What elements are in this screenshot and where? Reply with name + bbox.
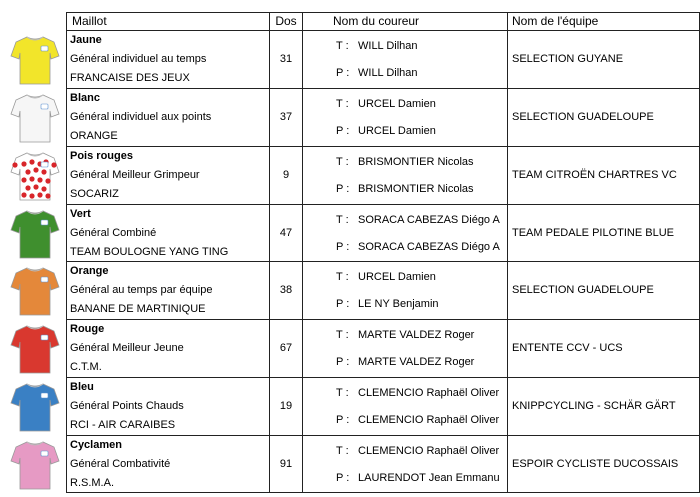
polka-dot-jersey-icon — [10, 150, 60, 207]
team-name: ESPOIR CYCLISTE DUCOSSAIS — [512, 458, 679, 470]
wearer-label: P : — [336, 241, 350, 253]
team-name: KNIPPCYCLING - SCHÄR GÄRT — [512, 400, 676, 412]
team-name: TEAM PEDALE PILOTINE BLUE — [512, 227, 674, 239]
sponsor-name: FRANCAISE DES JEUX — [70, 72, 190, 84]
classement-name: Général Points Chauds — [70, 400, 184, 412]
leader-name: WILL Dilhan — [358, 40, 418, 52]
wearer-name: BRISMONTIER Nicolas — [358, 183, 474, 195]
classement-name: Général Combativité — [70, 458, 171, 470]
jersey-name: Bleu — [70, 381, 94, 393]
team-name: ENTENTE CCV - UCS — [512, 342, 623, 354]
wearer-label: P : — [336, 414, 350, 426]
classement-name: Général Combiné — [70, 227, 157, 239]
bib-number: 47 — [279, 227, 293, 239]
bib-number: 38 — [279, 284, 293, 296]
leader-label: T : — [336, 214, 349, 226]
wearer-name: MARTE VALDEZ Roger — [358, 356, 475, 368]
leader-name: MARTE VALDEZ Roger — [358, 329, 475, 341]
classement-name: Général Meilleur Grimpeur — [70, 169, 200, 181]
sponsor-name: RCI - AIR CARAIBES — [70, 419, 176, 431]
leader-name: SORACA CABEZAS Diégo A — [358, 214, 500, 226]
header-maillot: Maillot — [72, 14, 107, 28]
classement-name: Général Meilleur Jeune — [70, 342, 184, 354]
wearer-name: LE NY Benjamin — [358, 298, 439, 310]
blue-jersey-icon — [10, 381, 60, 438]
leader-name: URCEL Damien — [358, 98, 436, 110]
sponsor-name: BANANE DE MARTINIQUE — [70, 303, 206, 315]
jersey-name: Cyclamen — [70, 439, 122, 451]
classement-name: Général au temps par équipe — [70, 284, 213, 296]
leader-label: T : — [336, 445, 349, 457]
leader-name: BRISMONTIER Nicolas — [358, 156, 474, 168]
header-equipe: Nom de l'équipe — [512, 14, 599, 28]
header-coureur: Nom du coureur — [333, 14, 420, 28]
sponsor-name: SOCARIZ — [70, 188, 119, 200]
jersey-name: Vert — [70, 208, 91, 220]
jersey-name: Orange — [70, 265, 109, 277]
leader-label: T : — [336, 156, 349, 168]
green-jersey-icon — [10, 208, 60, 265]
wearer-name: SORACA CABEZAS Diégo A — [358, 241, 500, 253]
wearer-name: URCEL Damien — [358, 125, 436, 137]
bib-number: 31 — [279, 53, 293, 65]
sponsor-name: R.S.M.A. — [70, 477, 115, 489]
sponsor-name: ORANGE — [70, 130, 118, 142]
orange-jersey-icon — [10, 265, 60, 322]
classement-name: Général individuel aux points — [70, 111, 212, 123]
white-jersey-icon — [10, 92, 60, 149]
team-name: TEAM CITROËN CHARTRES VC — [512, 169, 677, 181]
team-name: SELECTION GUYANE — [512, 53, 624, 65]
wearer-name: CLEMENCIO Raphaël Oliver — [358, 414, 500, 426]
leader-label: T : — [336, 40, 349, 52]
wearer-label: P : — [336, 298, 350, 310]
classement-name: Général individuel au temps — [70, 53, 207, 65]
jersey-name: Jaune — [70, 34, 102, 46]
pink-jersey-icon — [10, 439, 60, 496]
bib-number: 9 — [282, 169, 290, 181]
wearer-label: P : — [336, 356, 350, 368]
bib-number: 67 — [279, 342, 293, 354]
header-dos: Dos — [275, 14, 297, 28]
wearer-name: LAURENDOT Jean Emmanu — [358, 472, 500, 484]
bib-number: 19 — [279, 400, 293, 412]
jersey-name: Pois rouges — [70, 150, 133, 162]
bib-number: 37 — [279, 111, 293, 123]
wearer-name: WILL Dilhan — [358, 67, 418, 79]
jersey-name: Rouge — [70, 323, 105, 335]
team-name: SELECTION GUADELOUPE — [512, 284, 654, 296]
leader-name: CLEMENCIO Raphaël Oliver — [358, 445, 500, 457]
jersey-name: Blanc — [70, 92, 100, 104]
leader-label: T : — [336, 387, 349, 399]
leader-label: T : — [336, 329, 349, 341]
sponsor-name: TEAM BOULOGNE YANG TING — [70, 246, 229, 258]
yellow-jersey-icon — [10, 34, 60, 91]
team-name: SELECTION GUADELOUPE — [512, 111, 654, 123]
bib-number: 91 — [279, 458, 293, 470]
leader-name: CLEMENCIO Raphaël Oliver — [358, 387, 500, 399]
leader-name: URCEL Damien — [358, 271, 436, 283]
wearer-label: P : — [336, 125, 350, 137]
red-jersey-icon — [10, 323, 60, 380]
wearer-label: P : — [336, 67, 350, 79]
leader-label: T : — [336, 98, 349, 110]
wearer-label: P : — [336, 472, 350, 484]
wearer-label: P : — [336, 183, 350, 195]
sponsor-name: C.T.M. — [70, 361, 102, 373]
leader-label: T : — [336, 271, 349, 283]
